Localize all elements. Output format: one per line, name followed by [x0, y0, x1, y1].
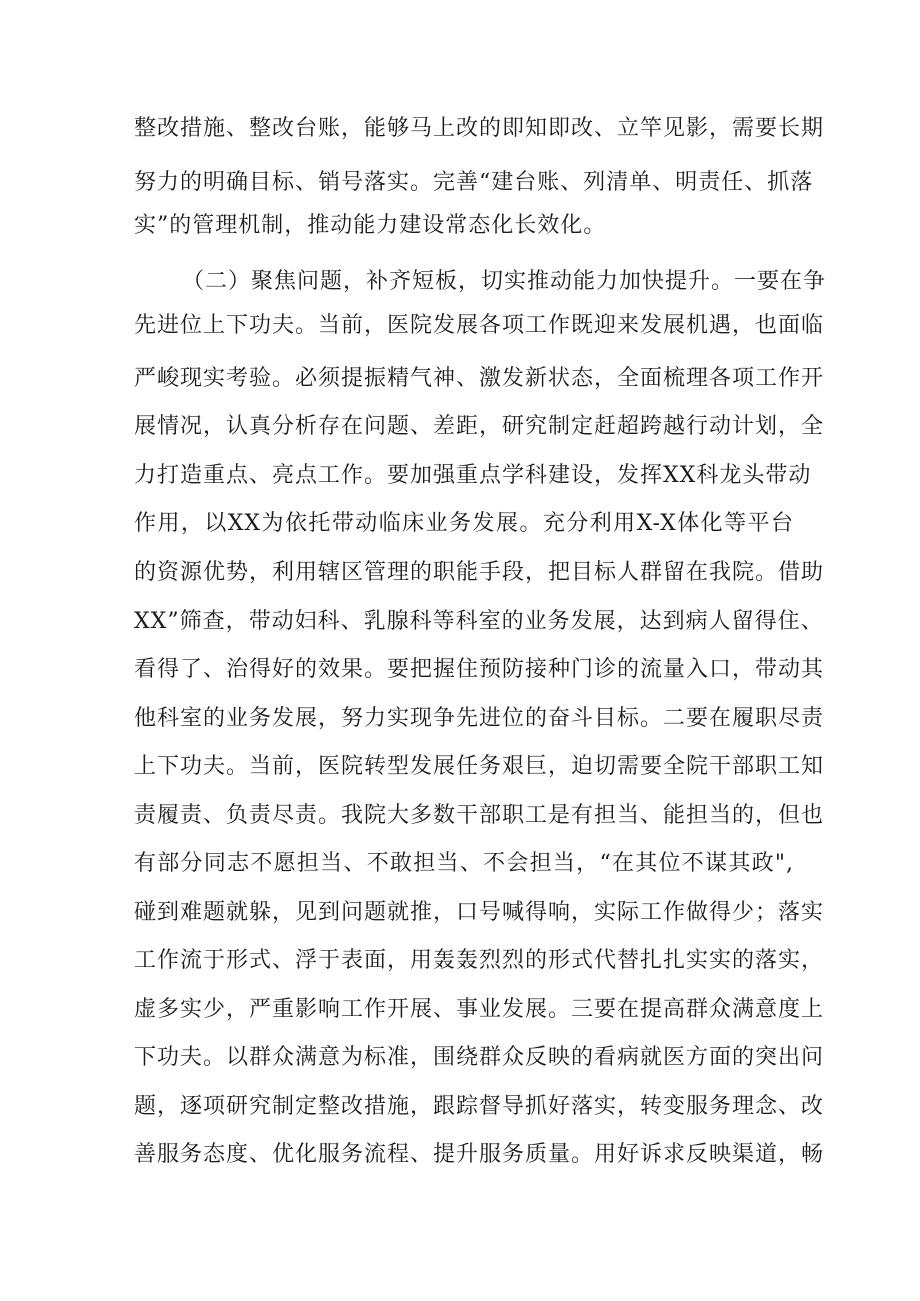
- paragraph-2-line-4: 展情况，认真分析存在问题、差距，研究制定赶超跨越行动计划，全: [134, 414, 825, 439]
- paragraph-1-line-3: 实”的管理机制，推动能力建设常态化长效化。: [134, 213, 607, 238]
- paragraph-2-line-2: 先进位上下功夫。当前，医院发展各项工作既迎来发展机遇，也面临: [134, 313, 825, 338]
- paragraph-2-line-10: 他科室的业务发展，努力实现争先进位的奋斗目标。二要在履职尽责: [134, 706, 825, 731]
- paragraph-2-line-17: 下功夫。以群众满意为标准，围绕群众反映的看病就医方面的突出问: [134, 1045, 825, 1070]
- paragraph-2-line-15: 工作流于形式、浮于表面，用轰轰烈烈的形式代替扎扎实实的落实，: [134, 948, 825, 973]
- paragraph-2-line-5: 力打造重点、亮点工作。要加强重点学科建设，发挥XX科龙头带动: [134, 463, 812, 488]
- paragraph-2-line-1: （二）聚焦问题，补齐短板，切实推动能力加快提升。一要在争: [182, 269, 827, 294]
- paragraph-2-line-13: 有部分同志不愿担当、不敢担当、不会担当，“在其位不谋其政",: [134, 851, 794, 876]
- paragraph-2-line-11: 上下功夫。当前，医院转型发展任务艰巨，迫切需要全院干部职工知: [134, 754, 825, 779]
- paragraph-1-line-1: 整改措施、整改台账，能够马上改的即知即改、立竿见影，需要长期: [134, 116, 825, 141]
- paragraph-2-line-12: 责履责、负责尽责。我院大多数干部职工是有担当、能担当的，但也: [134, 803, 825, 828]
- paragraph-2-line-6: 作用，以XX为依托带动临床业务发展。充分利用X-X体化等平台: [134, 511, 794, 536]
- paragraph-2-line-8: XX”筛查，带动妇科、乳腺科等科室的业务发展，达到病人留得住、: [134, 609, 824, 634]
- paragraph-2-line-14: 碰到难题就躲，见到问题就推，口号喊得响，实际工作做得少；落实: [134, 900, 825, 925]
- paragraph-2-line-3: 严峻现实考验。必须提振精气神、激发新状态，全面梳理各项工作开: [134, 366, 825, 391]
- paragraph-2-line-9: 看得了、治得好的效果。要把握住预防接种门诊的流量入口，带动其: [134, 657, 825, 682]
- paragraph-2-line-7: 的资源优势，利用辖区管理的职能手段，把目标人群留在我院。借助: [134, 560, 825, 585]
- paragraph-2-line-16: 虚多实少，严重影响工作开展、事业发展。三要在提高群众满意度上: [134, 997, 825, 1022]
- paragraph-2-line-19: 善服务态度、优化服务流程、提升服务质量。用好诉求反映渠道，畅: [134, 1142, 825, 1167]
- paragraph-2-line-18: 题，逐项研究制定整改措施，跟踪督导抓好落实，转变服务理念、改: [134, 1094, 825, 1119]
- paragraph-1-line-2: 努力的明确目标、销号落实。完善“建台账、列清单、明责任、抓落: [134, 170, 814, 195]
